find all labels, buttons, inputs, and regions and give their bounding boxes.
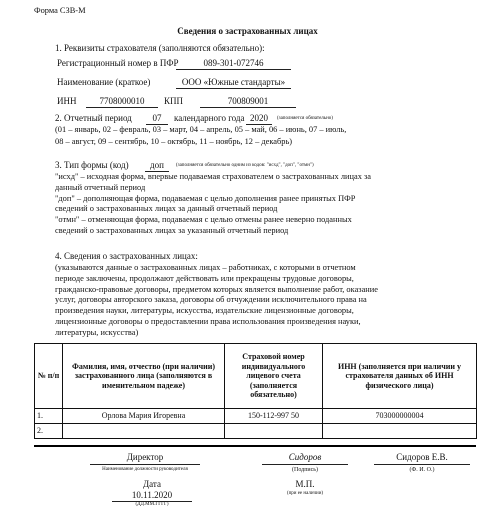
kpp-label: КПП (164, 96, 184, 106)
signer-signature: Сидоров (288, 452, 322, 462)
form-type-note: (заполняется обязательно одним из кодов: "исхд", "доп", "отмн") (176, 163, 314, 168)
signer-fullname: Сидоров Е.В. (396, 452, 448, 462)
period-codes-line2: 08 – август, 09 – сентябрь, 10 – октябрь, 11 – ноябрь, 12 – декабрь) (55, 137, 293, 146)
inn-label: ИНН (57, 96, 77, 106)
section4-heading: 4. Сведения о застрахованных лицах: (55, 251, 198, 261)
row-inn (323, 424, 477, 439)
insured-persons-table (34, 343, 477, 439)
col-header-number: № п/п (35, 344, 63, 409)
form-name: Форма СЗВ-М (34, 6, 86, 15)
stamp-caption: (при ее наличии) (286, 491, 324, 496)
signer-signature-line (262, 464, 348, 465)
date-value: 10.11.2020 (131, 490, 173, 500)
table-header-row (35, 344, 477, 409)
section4-desc-line: литературы, искусства) (55, 327, 139, 337)
form-type-label: 3. Тип формы (код) (55, 160, 129, 170)
period-year: 2020 (246, 113, 272, 125)
section4-desc-line: гражданско-правовые договоры, предметом которых является выполнение работ, оказание (55, 284, 378, 294)
signer-signature-caption: (Подпись) (291, 467, 319, 473)
period-label: 2. Отчетный период (55, 113, 132, 123)
form-type-desc-line: "исхд" – исходная форма, впервые подаваемая страхователем о застрахованных лицах за (55, 172, 372, 181)
col-header-fio: Фамилия, имя, отчество (при наличии) застрахованного лица (заполняются в именительном падеже) (63, 344, 225, 409)
form-title: Сведения о застрахованных лицах (177, 26, 318, 36)
row-inn: 703000000004 (323, 409, 477, 424)
org-name-value: ООО «Южные стандарты» (176, 77, 291, 89)
row-fio: Орлова Мария Игоревна (63, 409, 225, 424)
kpp-value: 700809001 (200, 96, 296, 108)
signer-position: Директор (126, 452, 164, 462)
form-type-desc-line: "отмн" – отменяющая форма, подаваемая с целью отмены ранее неверно поданных (55, 215, 352, 225)
row-fio (63, 424, 225, 439)
section1-heading: 1. Реквизиты страхователя (заполняются обязательно): (55, 43, 265, 53)
form-type-code: доп (145, 160, 169, 172)
signer-position-caption: Наименование должности руководителя (102, 467, 188, 472)
section4-desc-line: произведения науки, литературы, искусства, издательские лицензионные договоры, (55, 306, 354, 316)
row-number: 2. (35, 424, 63, 439)
row-snils: 150-112-997 50 (225, 409, 323, 424)
form-type-desc-line: данный отчетный период (55, 182, 146, 192)
col-header-inn: ИНН (заполняется при наличии у страхователя данных об ИНН физического лица) (323, 344, 477, 409)
signer-position-line (90, 464, 200, 465)
section4-description (55, 263, 378, 339)
form-type-desc-line: сведений о застрахованных лицах за указанный отчетный период (55, 225, 289, 235)
stamp-label: М.П. (295, 479, 315, 489)
period-note: (заполняется обязательно) (277, 116, 333, 121)
period-month: 07 (146, 113, 168, 125)
form-type-description (55, 172, 371, 237)
form-type-desc-line: сведений о застрахованных лицах за данный отчетный период (55, 204, 278, 214)
signer-fullname-caption: (Ф. И. О.) (409, 467, 435, 473)
date-caption: (ДД.ММ.ГГГГ) (135, 502, 169, 507)
section4-desc-line: услуг, договоры авторского заказа, договоры об отчуждении исключительного права на (55, 295, 367, 305)
section4-desc-line: периоде заключены, продолжают действовать или прекращены трудовые договоры, (55, 273, 354, 283)
row-number: 1. (35, 409, 63, 424)
table-bottom-rule (34, 445, 476, 447)
row-snils (225, 424, 323, 439)
form-type-desc-line: "доп" – дополняющая форма, подаваемая с целью дополнения ранее принятых ПФР (55, 193, 356, 203)
period-codes-line1: (01 – январь, 02 – февраль, 03 – март, 04 – апрель, 05 – май, 06 – июнь, 07 – июль, (55, 125, 347, 134)
date-label: Дата (143, 479, 161, 489)
section4-desc-line: (указываются данные о застрахованных лицах – работниках, с которыми в отчетном (55, 263, 356, 272)
section4-desc-line: лицензионные договоры о предоставлении права использования произведения науки, (55, 316, 361, 326)
period-mid-text: календарного года (174, 113, 245, 123)
col-header-snils: Страховой номер индивидуального лицевого счета (заполняется обязательно) (225, 344, 323, 409)
org-name-label: Наименование (краткое) (57, 77, 151, 87)
table-row (35, 424, 477, 439)
reg-number-label: Регистрационный номер в ПФР (57, 58, 179, 68)
signer-fullname-line (374, 464, 470, 465)
inn-value: 7708000010 (86, 96, 158, 108)
table-row (35, 409, 477, 424)
reg-number-value: 089-301-072746 (176, 58, 291, 70)
